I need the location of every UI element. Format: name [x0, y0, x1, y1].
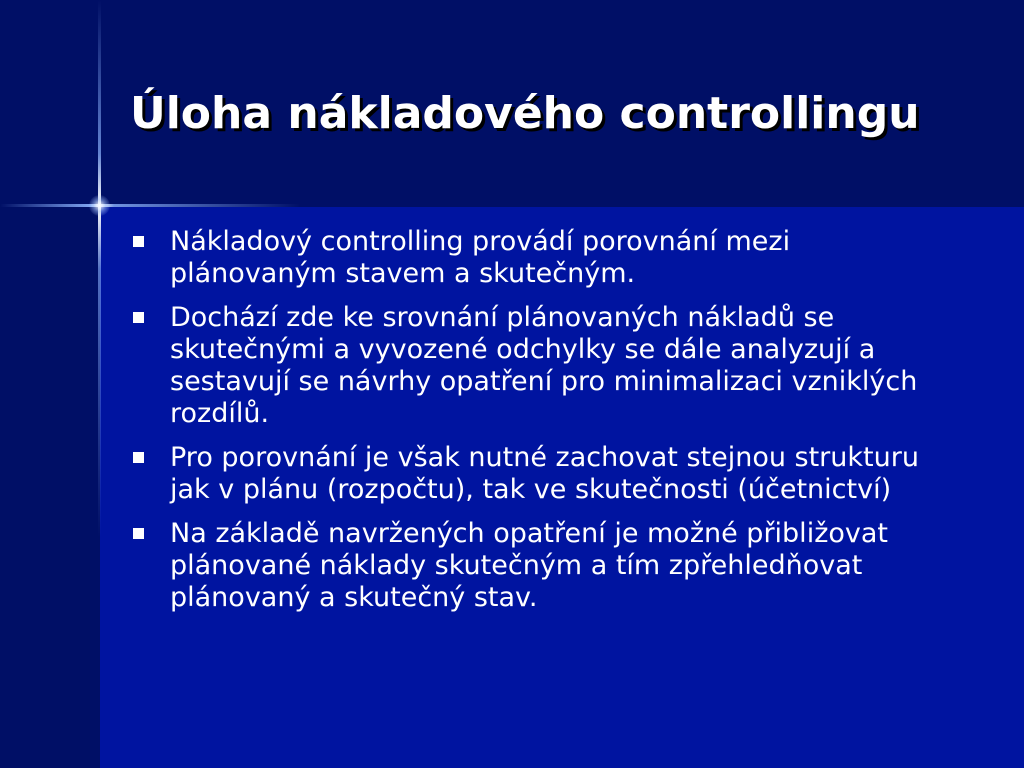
square-bullet-icon	[133, 528, 144, 539]
bullet-item-4	[130, 518, 960, 614]
bullet-item-3	[130, 442, 960, 506]
bullet-text: Nákladový controlling provádí porovnání mezi plánovaným stavem a skutečným.	[170, 226, 791, 289]
star-flare-vertical	[98, 0, 101, 768]
square-bullet-icon	[133, 452, 144, 463]
square-bullet-icon	[133, 312, 144, 323]
bullet-text: Pro porovnání je však nutné zachovat stejnou strukturu jak v plánu (rozpočtu), tak ve skutečnosti (účetnictví)	[170, 442, 919, 505]
bullet-item-1	[130, 226, 960, 290]
slide-title: Úloha nákladového controllingu	[130, 88, 920, 139]
square-bullet-icon	[133, 236, 144, 247]
bullet-item-2	[130, 302, 960, 430]
star-glow-icon	[89, 195, 110, 216]
bullet-text: Dochází zde ke srovnání plánovaných nákladů se skutečnými a vyvozené odchylky se dále analyzují a sestavují se návrhy opatření pro minimalizaci vzniklých rozdílů.	[170, 302, 918, 429]
bullet-list	[130, 226, 960, 626]
bullet-text: Na základě navržených opatření je možné přibližovat plánované náklady skutečným a tím zpřehledňovat plánovaný a skutečný stav.	[170, 518, 888, 613]
star-flare-horizontal	[0, 204, 300, 207]
left-band	[0, 207, 100, 768]
